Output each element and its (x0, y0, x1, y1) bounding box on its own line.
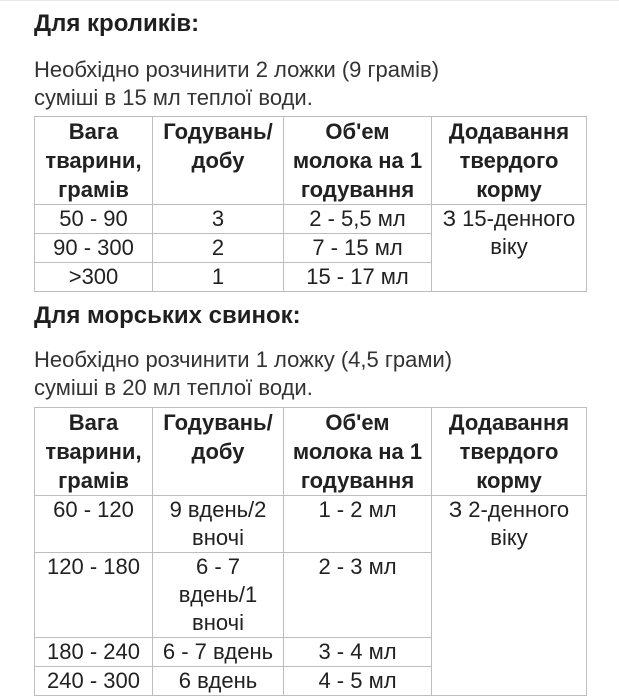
cell-solid-food: З 2-денного віку (432, 496, 587, 696)
header-milk-volume: Об'ем молока на 1 годування (284, 117, 432, 205)
table-header-row (35, 408, 587, 496)
top-divider (0, 0, 619, 1)
cell-feedings: 6 - 7 вдень/1 вночі (153, 553, 284, 638)
cell-feedings: 2 (153, 234, 284, 263)
table-row (35, 205, 587, 234)
header-weight: Вага тварини, грамів (35, 117, 153, 205)
rabbits-instruction-line: Необхідно розчинити 2 ложки (9 грамів) (34, 57, 440, 82)
header-solid-food: Додавання твердого корму (432, 408, 587, 496)
cell-feedings: 3 (153, 205, 284, 234)
cell-weight: 180 - 240 (35, 638, 153, 667)
rabbits-heading: Для кроликів: (34, 10, 200, 37)
guinea-pigs-feeding-table (34, 407, 587, 696)
cell-volume: 2 - 3 мл (284, 553, 432, 638)
cell-volume: 4 - 5 мл (284, 667, 432, 696)
table-header-row (35, 117, 587, 205)
table-row (35, 496, 587, 553)
cell-weight: >300 (35, 263, 153, 292)
guinea-pigs-instruction (34, 346, 452, 402)
cell-solid-food: З 15-денного віку (432, 205, 587, 292)
cell-volume: 2 - 5,5 мл (284, 205, 432, 234)
cell-weight: 60 - 120 (35, 496, 153, 553)
header-feedings: Годувань/ добу (153, 117, 284, 205)
cell-feedings: 9 вдень/2 вночі (153, 496, 284, 553)
header-solid-food: Додавання твердого корму (432, 117, 587, 205)
cell-weight: 120 - 180 (35, 553, 153, 638)
header-feedings: Годувань/ добу (153, 408, 284, 496)
guinea-pigs-instruction-line: суміші в 20 мл теплої води. (34, 375, 313, 400)
cell-feedings: 6 вдень (153, 667, 284, 696)
guinea-pigs-instruction-line: Необхідно розчинити 1 ложку (4,5 грами) (34, 347, 453, 372)
cell-feedings: 6 - 7 вдень (153, 638, 284, 667)
cell-weight: 90 - 300 (35, 234, 153, 263)
cell-volume: 7 - 15 мл (284, 234, 432, 263)
rabbits-feeding-table (34, 116, 587, 292)
rabbits-instruction (34, 56, 439, 112)
cell-feedings: 1 (153, 263, 284, 292)
cell-volume: 3 - 4 мл (284, 638, 432, 667)
header-milk-volume: Об'ем молока на 1 годування (284, 408, 432, 496)
cell-weight: 240 - 300 (35, 667, 153, 696)
header-weight: Вага тварини, грамів (35, 408, 153, 496)
cell-volume: 15 - 17 мл (284, 263, 432, 292)
cell-volume: 1 - 2 мл (284, 496, 432, 553)
cell-weight: 50 - 90 (35, 205, 153, 234)
guinea-pigs-heading: Для морських свинок: (34, 302, 301, 329)
rabbits-instruction-line: суміші в 15 мл теплої води. (34, 85, 313, 110)
